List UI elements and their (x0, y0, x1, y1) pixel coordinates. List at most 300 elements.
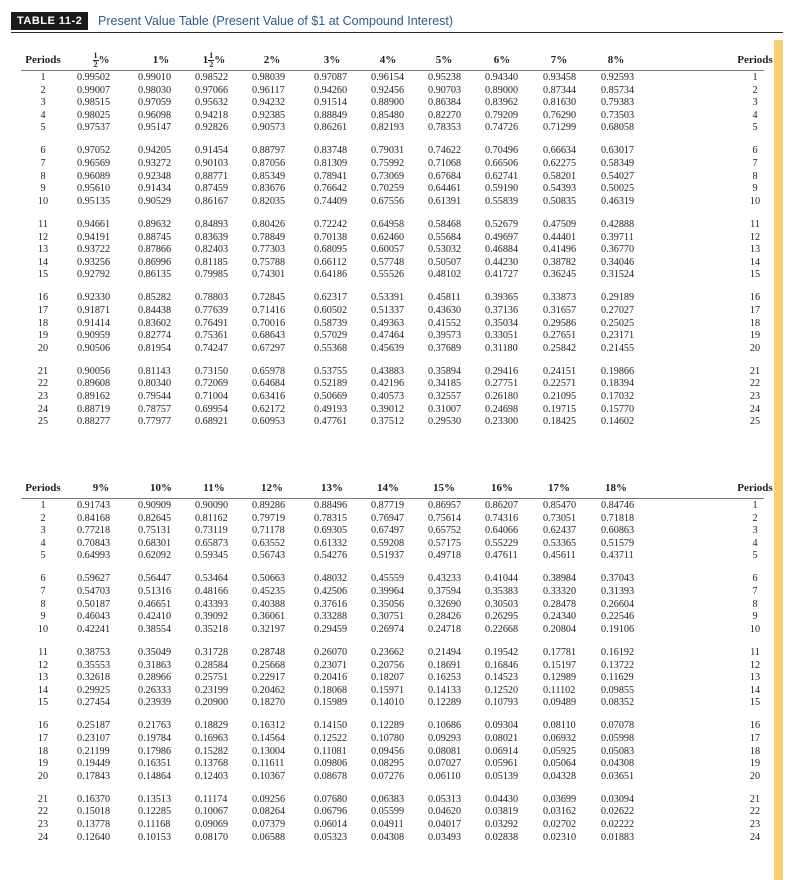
period-number: 3 (40, 97, 46, 109)
period-number: 15 (37, 269, 49, 281)
pv-value: 0.64186 (314, 269, 348, 281)
pv-value: 0.14523 (485, 672, 519, 684)
period-number-right: 12 (749, 231, 761, 243)
pv-value: 0.90506 (77, 342, 111, 354)
pv-value: 0.07276 (371, 770, 405, 782)
period-number-right: 10 (749, 195, 761, 207)
period-number-right: 13 (749, 672, 761, 684)
pv-value: 0.67684 (428, 170, 462, 182)
pv-value: 0.02702 (543, 819, 577, 831)
rate-header: 9% (92, 482, 110, 494)
rate-header: 11% (203, 482, 225, 494)
pv-value: 0.90090 (195, 500, 229, 511)
pv-value: 0.76642 (314, 183, 348, 195)
pv-value: 0.51337 (371, 305, 405, 316)
pv-value: 0.97537 (77, 122, 111, 134)
pv-value: 0.25187 (77, 720, 111, 732)
pv-value: 0.38554 (138, 623, 172, 635)
rate-header: 7% (550, 54, 568, 66)
pv-value: 0.19866 (601, 365, 635, 377)
period-number: 11 (38, 646, 48, 658)
pv-value: 0.28478 (543, 598, 577, 610)
table-row (11, 758, 774, 771)
pv-value: 0.41496 (543, 244, 577, 256)
pv-value: 0.07680 (314, 793, 348, 805)
pv-value: 0.28966 (138, 672, 172, 684)
pv-value: 0.58468 (428, 218, 462, 230)
table-row (11, 819, 774, 832)
pv-value: 0.79985 (195, 269, 229, 281)
pv-value: 0.06588 (252, 831, 286, 843)
pv-value: 0.08264 (252, 806, 286, 818)
period-number-right: 23 (749, 391, 761, 403)
pv-value: 0.03162 (543, 806, 577, 818)
pv-value: 0.11611 (252, 758, 285, 770)
period-number-right: 20 (749, 770, 761, 782)
pv-value: 0.58201 (543, 170, 577, 182)
pv-value: 0.70016 (252, 317, 286, 329)
pv-value: 0.96117 (252, 84, 285, 96)
pv-value: 0.08021 (485, 733, 519, 744)
pv-value: 0.78757 (138, 403, 172, 415)
pv-value: 0.05925 (543, 745, 577, 757)
pv-value: 0.89632 (138, 218, 172, 230)
period-number: 16 (37, 720, 49, 732)
pv-value: 0.49697 (485, 231, 519, 243)
pv-value: 0.04017 (428, 819, 462, 831)
pv-value: 0.94218 (195, 109, 229, 121)
pv-value: 0.55229 (485, 537, 519, 549)
table-row (11, 647, 774, 660)
pv-value: 0.35383 (485, 586, 519, 598)
pv-value: 0.02222 (601, 819, 635, 831)
pv-value: 0.11168 (138, 819, 171, 831)
pv-value: 0.48032 (314, 573, 348, 585)
pv-value: 0.05323 (314, 831, 348, 843)
pv-value: 0.80340 (138, 378, 172, 390)
period-number-right: 2 (752, 512, 758, 524)
pv-value: 0.44230 (485, 256, 519, 268)
pv-value: 0.63552 (252, 537, 286, 549)
pv-value: 0.69954 (195, 403, 229, 415)
period-number: 1 (40, 500, 46, 511)
pv-value: 0.26070 (314, 646, 348, 658)
pv-value: 0.13722 (601, 659, 635, 671)
table-row (11, 158, 774, 171)
pv-value: 0.82035 (252, 195, 286, 207)
pv-value: 0.21455 (601, 342, 635, 354)
pv-value: 0.12522 (314, 733, 348, 744)
pv-value: 0.46884 (485, 244, 519, 256)
pv-value: 0.41552 (428, 317, 462, 329)
pv-value: 0.83748 (314, 145, 348, 157)
pv-value: 0.70259 (371, 183, 405, 195)
pv-value: 0.91514 (314, 97, 348, 109)
period-number-right: 6 (752, 573, 758, 585)
pv-value: 0.88771 (195, 170, 229, 182)
pv-value: 0.39573 (428, 330, 462, 342)
pv-value: 0.59208 (371, 537, 405, 549)
pv-value: 0.77977 (138, 416, 172, 428)
pv-value: 0.20462 (252, 684, 286, 696)
pv-value: 0.15197 (543, 659, 577, 671)
pv-value: 0.87056 (252, 158, 286, 170)
period-number: 14 (37, 256, 49, 268)
pv-value: 0.16253 (428, 672, 462, 684)
pv-value: 0.58739 (314, 317, 348, 329)
table-row (11, 257, 774, 270)
pv-value: 0.68301 (138, 537, 172, 549)
pv-value: 0.38984 (543, 573, 577, 585)
pv-value: 0.96098 (138, 109, 172, 121)
period-number-right: 25 (749, 416, 761, 428)
period-number: 10 (37, 623, 49, 635)
pv-value: 0.91454 (195, 145, 229, 157)
table-row (11, 525, 774, 538)
pv-value: 0.12403 (195, 770, 229, 782)
pv-value: 0.31524 (601, 269, 635, 281)
pv-value: 0.04620 (428, 806, 462, 818)
pv-value: 0.63416 (252, 391, 286, 403)
period-number-right: 10 (749, 623, 761, 635)
pv-value: 0.95632 (195, 97, 229, 109)
pv-value: 0.09806 (314, 758, 348, 770)
pv-value: 0.39711 (601, 231, 634, 243)
pv-value: 0.10780 (371, 733, 405, 744)
pv-value: 0.33051 (485, 330, 519, 342)
pv-value: 0.03292 (485, 819, 519, 831)
table-row (11, 305, 774, 318)
rate-header: 5% (435, 54, 453, 66)
pv-value: 0.85480 (371, 109, 405, 121)
periods-header-right: Periods (737, 54, 773, 66)
pv-value: 0.99007 (77, 84, 111, 96)
periods-header: Periods (25, 54, 61, 66)
pv-value: 0.06383 (371, 793, 405, 805)
pv-value: 0.59345 (195, 550, 229, 562)
pv-value: 0.42196 (371, 378, 405, 390)
pv-value: 0.90909 (138, 500, 172, 511)
table-title: Present Value Table (Present Value of $1 at Compound Interest) (98, 14, 454, 28)
pv-value: 0.89608 (77, 378, 111, 390)
pv-value: 0.79383 (601, 97, 635, 109)
pv-value: 0.54393 (543, 183, 577, 195)
pv-value: 0.98522 (195, 72, 229, 83)
pv-value: 0.65873 (195, 537, 229, 549)
pv-value: 0.79544 (138, 391, 172, 403)
pv-value: 0.40573 (371, 391, 405, 403)
pv-value: 0.16312 (252, 720, 286, 732)
pv-value: 0.61391 (428, 195, 462, 207)
pv-value: 0.91434 (138, 183, 172, 195)
pv-value: 0.36061 (252, 611, 286, 623)
pv-value: 0.96089 (77, 170, 111, 182)
table-row (11, 378, 774, 391)
period-number: 7 (40, 158, 46, 170)
pv-value: 0.76491 (195, 317, 229, 329)
period-number-right: 21 (749, 793, 761, 805)
pv-value: 0.38753 (77, 646, 111, 658)
pv-value: 0.88719 (77, 403, 111, 415)
pv-value: 0.99502 (77, 72, 111, 83)
table-row (11, 624, 774, 637)
pv-value: 0.29459 (314, 623, 348, 635)
pv-value: 0.42241 (77, 623, 111, 635)
pv-value: 0.78353 (428, 122, 462, 134)
table-row (11, 685, 774, 698)
period-number: 9 (40, 611, 46, 623)
period-number: 24 (37, 403, 49, 415)
pv-value: 0.43233 (428, 573, 462, 585)
pv-value: 0.42410 (138, 611, 172, 623)
pv-value: 0.27454 (77, 697, 111, 709)
pv-value: 0.72069 (195, 378, 229, 390)
pv-value: 0.99010 (138, 72, 172, 83)
table-row (11, 72, 774, 85)
period-number: 11 (38, 218, 48, 230)
header-divider (21, 70, 764, 71)
period-number-right: 5 (752, 550, 758, 562)
pv-value: 0.29586 (543, 317, 577, 329)
pv-value: 0.49193 (314, 403, 348, 415)
pv-value: 0.66112 (314, 256, 347, 268)
pv-value: 0.24340 (543, 611, 577, 623)
pv-value: 0.46319 (601, 195, 635, 207)
pv-value: 0.60057 (371, 244, 405, 256)
period-number: 22 (37, 378, 49, 390)
pv-value: 0.53032 (428, 244, 462, 256)
pv-value: 0.66634 (543, 145, 577, 157)
table-row (11, 771, 774, 784)
pv-value: 0.53464 (195, 573, 229, 585)
document-page (8, 4, 791, 879)
pv-value: 0.82270 (428, 109, 462, 121)
period-number-right: 19 (749, 330, 761, 342)
pv-value: 0.35894 (428, 365, 462, 377)
periods-header: Periods (25, 482, 61, 494)
pv-value: 0.31863 (138, 659, 172, 671)
pv-value: 0.50663 (252, 573, 286, 585)
pv-value: 0.86135 (138, 269, 172, 281)
table-row (11, 244, 774, 257)
pv-value: 0.81309 (314, 158, 348, 170)
pv-value: 0.06110 (428, 770, 461, 782)
period-number: 21 (37, 793, 49, 805)
pv-value: 0.71004 (195, 391, 229, 403)
table-row (11, 330, 774, 343)
period-number: 24 (37, 831, 49, 843)
period-number: 2 (40, 512, 46, 524)
pv-value: 0.51579 (601, 537, 635, 549)
pv-value: 0.23199 (195, 684, 229, 696)
pv-value: 0.49363 (371, 317, 405, 329)
pv-value: 0.73150 (195, 365, 229, 377)
pv-value: 0.22668 (485, 623, 519, 635)
pv-value: 0.39365 (485, 292, 519, 304)
pv-value: 0.35553 (77, 659, 111, 671)
pv-value: 0.46043 (77, 611, 111, 623)
pv-value: 0.87459 (195, 183, 229, 195)
pv-value: 0.18068 (314, 684, 348, 696)
pv-value: 0.97052 (77, 145, 111, 157)
pv-value: 0.91414 (77, 317, 111, 329)
table-row (11, 513, 774, 526)
pv-value: 0.62460 (371, 231, 405, 243)
pv-value: 0.76947 (371, 512, 405, 524)
pv-value: 0.03651 (601, 770, 635, 782)
pv-value: 0.32197 (252, 623, 286, 635)
pv-value: 0.78941 (314, 170, 348, 182)
pv-value: 0.32690 (428, 598, 462, 610)
rate-header: 18% (605, 482, 627, 494)
pv-value: 0.90103 (195, 158, 229, 170)
pv-value: 0.06914 (485, 745, 519, 757)
pv-value: 0.93722 (77, 244, 111, 256)
pv-value: 0.09069 (195, 819, 229, 831)
pv-value: 0.98030 (138, 84, 172, 96)
pv-value: 0.88745 (138, 231, 172, 243)
pv-value: 0.55684 (428, 231, 462, 243)
pv-value: 0.19106 (601, 623, 635, 635)
table-row (11, 85, 774, 98)
pv-value: 0.06932 (543, 733, 577, 744)
pv-value: 0.10367 (252, 770, 286, 782)
period-number: 17 (37, 305, 49, 316)
pv-value: 0.75614 (428, 512, 462, 524)
pv-value: 0.92385 (252, 109, 286, 121)
pv-value: 0.04308 (371, 831, 405, 843)
pv-value: 0.73119 (195, 525, 228, 537)
pv-value: 0.12289 (428, 697, 462, 709)
pv-value: 0.03699 (543, 793, 577, 805)
period-number-right: 9 (752, 183, 758, 195)
pv-value: 0.68058 (601, 122, 635, 134)
pv-value: 0.04430 (485, 793, 519, 805)
pv-value: 0.57175 (428, 537, 462, 549)
pv-value: 0.62437 (543, 525, 577, 537)
pv-value: 0.45235 (252, 586, 286, 598)
pv-value: 0.67297 (252, 342, 286, 354)
period-number-right: 21 (749, 365, 761, 377)
pv-value: 0.37689 (428, 342, 462, 354)
pv-value: 0.74726 (485, 122, 519, 134)
pv-value: 0.14564 (252, 733, 286, 744)
pv-value: 0.92330 (77, 292, 111, 304)
pv-value: 0.92593 (601, 72, 635, 83)
pv-value: 0.14133 (428, 684, 462, 696)
pv-value: 0.85734 (601, 84, 635, 96)
pv-value: 0.11081 (314, 745, 347, 757)
period-number: 9 (40, 183, 46, 195)
pv-value: 0.03094 (601, 793, 635, 805)
rate-header: 4% (379, 54, 397, 66)
pv-value: 0.63017 (601, 145, 635, 157)
pv-value: 0.26333 (138, 684, 172, 696)
pv-value: 0.45559 (371, 573, 405, 585)
pv-value: 0.97059 (138, 97, 172, 109)
pv-value: 0.19449 (77, 758, 111, 770)
period-number-right: 3 (752, 525, 758, 537)
pv-value: 0.32557 (428, 391, 462, 403)
table-row (11, 538, 774, 551)
pv-value: 0.03493 (428, 831, 462, 843)
pv-value: 0.20900 (195, 697, 229, 709)
pv-value: 0.93458 (543, 72, 577, 83)
pv-value: 0.13768 (195, 758, 229, 770)
pv-value: 0.23662 (371, 646, 405, 658)
pv-value: 0.80426 (252, 218, 286, 230)
pv-value: 0.81162 (195, 512, 228, 524)
pv-value: 0.50835 (543, 195, 577, 207)
pv-value: 0.26295 (485, 611, 519, 623)
pv-value: 0.94205 (138, 145, 172, 157)
period-number: 23 (37, 819, 49, 831)
pv-value: 0.06796 (314, 806, 348, 818)
pv-value: 0.17843 (77, 770, 111, 782)
pv-value: 0.55368 (314, 342, 348, 354)
period-number: 10 (37, 195, 49, 207)
pv-value: 0.52189 (314, 378, 348, 390)
pv-value: 0.82774 (138, 330, 172, 342)
pv-value: 0.82645 (138, 512, 172, 524)
pv-value: 0.42506 (314, 586, 348, 598)
rate-header: 8% (607, 54, 625, 66)
pv-value: 0.07027 (428, 758, 462, 770)
pv-value: 0.43393 (195, 598, 229, 610)
period-number-right: 7 (752, 586, 758, 598)
pv-value: 0.12640 (77, 831, 111, 843)
pv-value: 0.71068 (428, 158, 462, 170)
pv-value: 0.23171 (601, 330, 635, 342)
table-row (11, 171, 774, 184)
pv-value: 0.84168 (77, 512, 111, 524)
pv-value: 0.90959 (77, 330, 111, 342)
pv-value: 0.58349 (601, 158, 635, 170)
pv-value: 0.45611 (543, 550, 576, 562)
pv-value: 0.68643 (252, 330, 286, 342)
pv-value: 0.84746 (601, 500, 635, 511)
pv-value: 0.32618 (77, 672, 111, 684)
period-number-right: 20 (749, 342, 761, 354)
period-number: 5 (40, 550, 46, 562)
pv-value: 0.85470 (543, 500, 577, 511)
table-row (11, 97, 774, 110)
pv-value: 0.04911 (371, 819, 404, 831)
pv-value: 0.60863 (601, 525, 635, 537)
table-row (11, 183, 774, 196)
pv-value: 0.94232 (252, 97, 286, 109)
period-number-right: 17 (749, 733, 761, 744)
period-number-right: 22 (749, 378, 761, 390)
period-number-right: 9 (752, 611, 758, 623)
pv-value: 0.51316 (138, 586, 172, 598)
pv-value: 0.88849 (314, 109, 348, 121)
pv-value: 0.02838 (485, 831, 519, 843)
pv-value: 0.21763 (138, 720, 172, 732)
pv-value: 0.18207 (371, 672, 405, 684)
period-number-right: 15 (749, 697, 761, 709)
pv-value: 0.35049 (138, 646, 172, 658)
pv-value: 0.73069 (371, 170, 405, 182)
period-number: 6 (40, 145, 46, 157)
pv-value: 0.64461 (428, 183, 462, 195)
pv-value: 0.91871 (77, 305, 111, 316)
pv-value: 0.53391 (371, 292, 405, 304)
pv-value: 0.50187 (77, 598, 111, 610)
table-row (11, 269, 774, 282)
present-value-table (11, 40, 783, 880)
period-number: 12 (37, 659, 49, 671)
